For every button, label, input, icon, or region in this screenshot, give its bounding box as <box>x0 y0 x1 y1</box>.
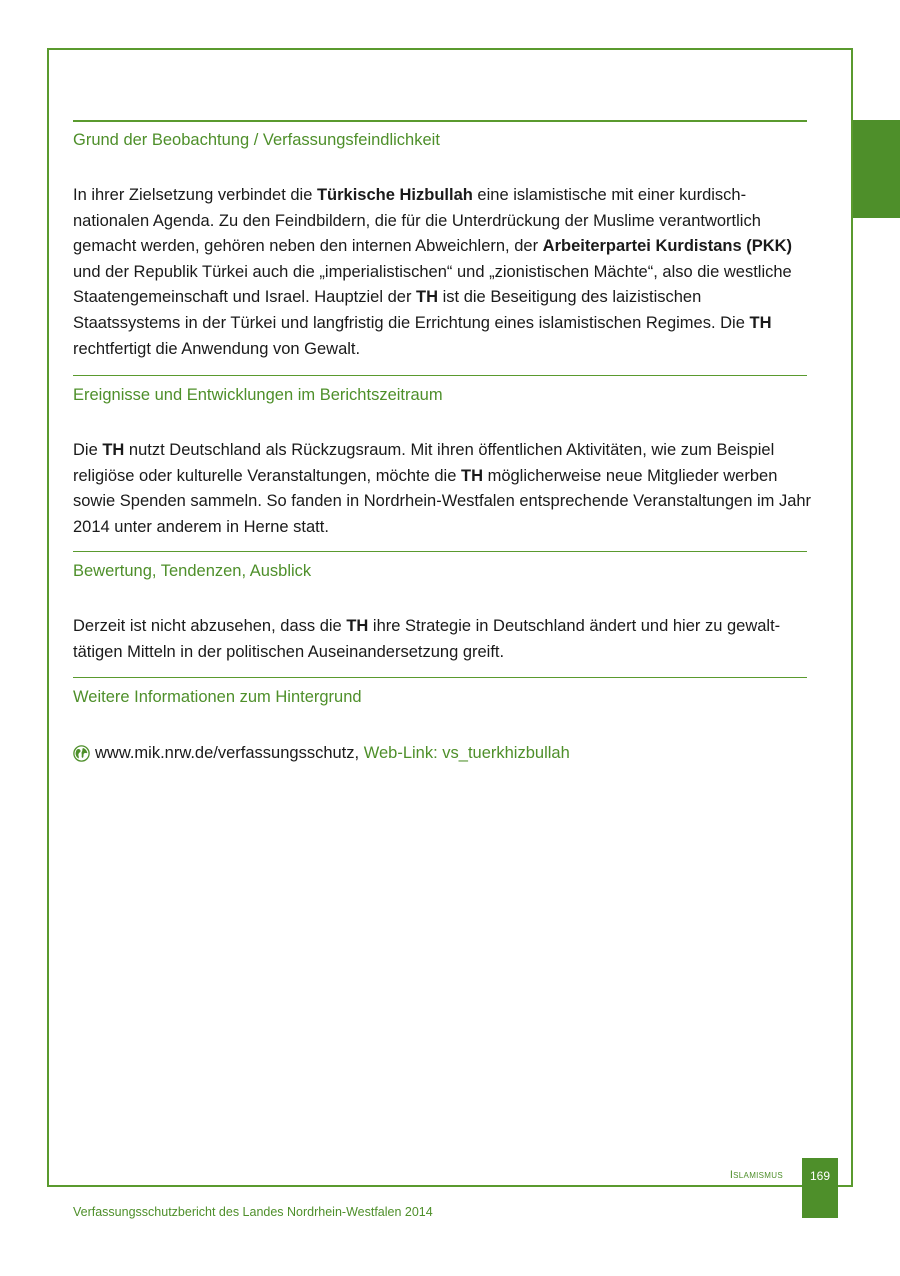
bold-term: TH <box>460 466 483 485</box>
text-run: ihre Strategie in Deutschland ändert und hier zu gewalt-tätigen Mitteln in der politischen Auseinandersetzung greift. <box>73 617 781 661</box>
chapter-side-tab <box>853 120 900 218</box>
text-run: nutzt Deutschland als Rückzugsraum. Mit ihren öffentlichen Aktivitäten, wie zum Beispiel religiöse oder kulturelle Veranstaltungen, möchte die <box>73 441 775 485</box>
bold-term: Arbeiterpartei Kurdistans (PKK) <box>542 237 793 256</box>
page-number: 169 <box>802 1158 838 1218</box>
bold-term: TH <box>346 617 369 635</box>
text-run: Derzeit ist nicht abzusehen, dass die <box>73 617 347 635</box>
section-heading-grund: Grund der Beobachtung / Verfassungsfeindlichkeit <box>73 120 807 150</box>
text-run: rechtfertigt die Anwendung von Gewalt. <box>73 339 361 358</box>
bold-term: Türkische Hizbullah <box>316 186 473 204</box>
info-link-line <box>73 741 570 765</box>
paragraph-grund <box>73 183 813 362</box>
info-url[interactable]: www.mik.nrw.de/verfassungsschutz, <box>95 744 360 762</box>
footer-report-title: Verfassungsschutzbericht des Landes Nordrhein-Westfalen 2014 <box>73 1205 433 1219</box>
text-run: und der Republik Türkei auch die „imperialistischen“ und „zionistischen Mächte“, also die westliche Staatengemeinschaft und Israel. Hauptziel der <box>73 262 792 307</box>
section-heading-weitere: Weitere Informationen zum Hintergrund <box>73 677 807 707</box>
text-run: In ihrer Zielsetzung verbindet die <box>73 186 317 204</box>
paragraph-ereignisse <box>73 438 813 540</box>
web-link[interactable]: Web-Link: vs_tuerkhizbullah <box>363 744 570 762</box>
bold-term: TH <box>749 313 772 332</box>
bold-term: TH <box>416 288 439 307</box>
bold-term: TH <box>102 441 125 459</box>
text-run: Die <box>73 441 103 459</box>
paragraph-bewertung <box>73 614 813 665</box>
text-run: eine islamistische mit einer kurdisch-nationalen Agenda. Zu den Feindbildern, die für die Unterdrückung der Muslime verantwortlich gemacht werden, gehören neben den internen Abweichlern, der <box>73 186 761 256</box>
footer-section-label: Islamismus <box>729 1169 783 1181</box>
section-heading-bewertung: Bewertung, Tendenzen, Ausblick <box>73 551 807 581</box>
text-run: ist die Beseitigung des laizistischen Staatssystems in der Türkei und langfristig die Errichtung eines islamistischen Regimes. Die <box>73 288 750 332</box>
section-heading-ereignisse: Ereignisse und Entwicklungen im Berichtszeitraum <box>73 375 807 405</box>
text-run: möglicherweise neue Mitglieder werben sowie Spenden sammeln. So fanden in Nordrhein-Westfalen entsprechende Veranstaltungen im Jahr 2014 unter anderem in Herne statt. <box>73 466 812 536</box>
globe-icon <box>73 745 90 762</box>
